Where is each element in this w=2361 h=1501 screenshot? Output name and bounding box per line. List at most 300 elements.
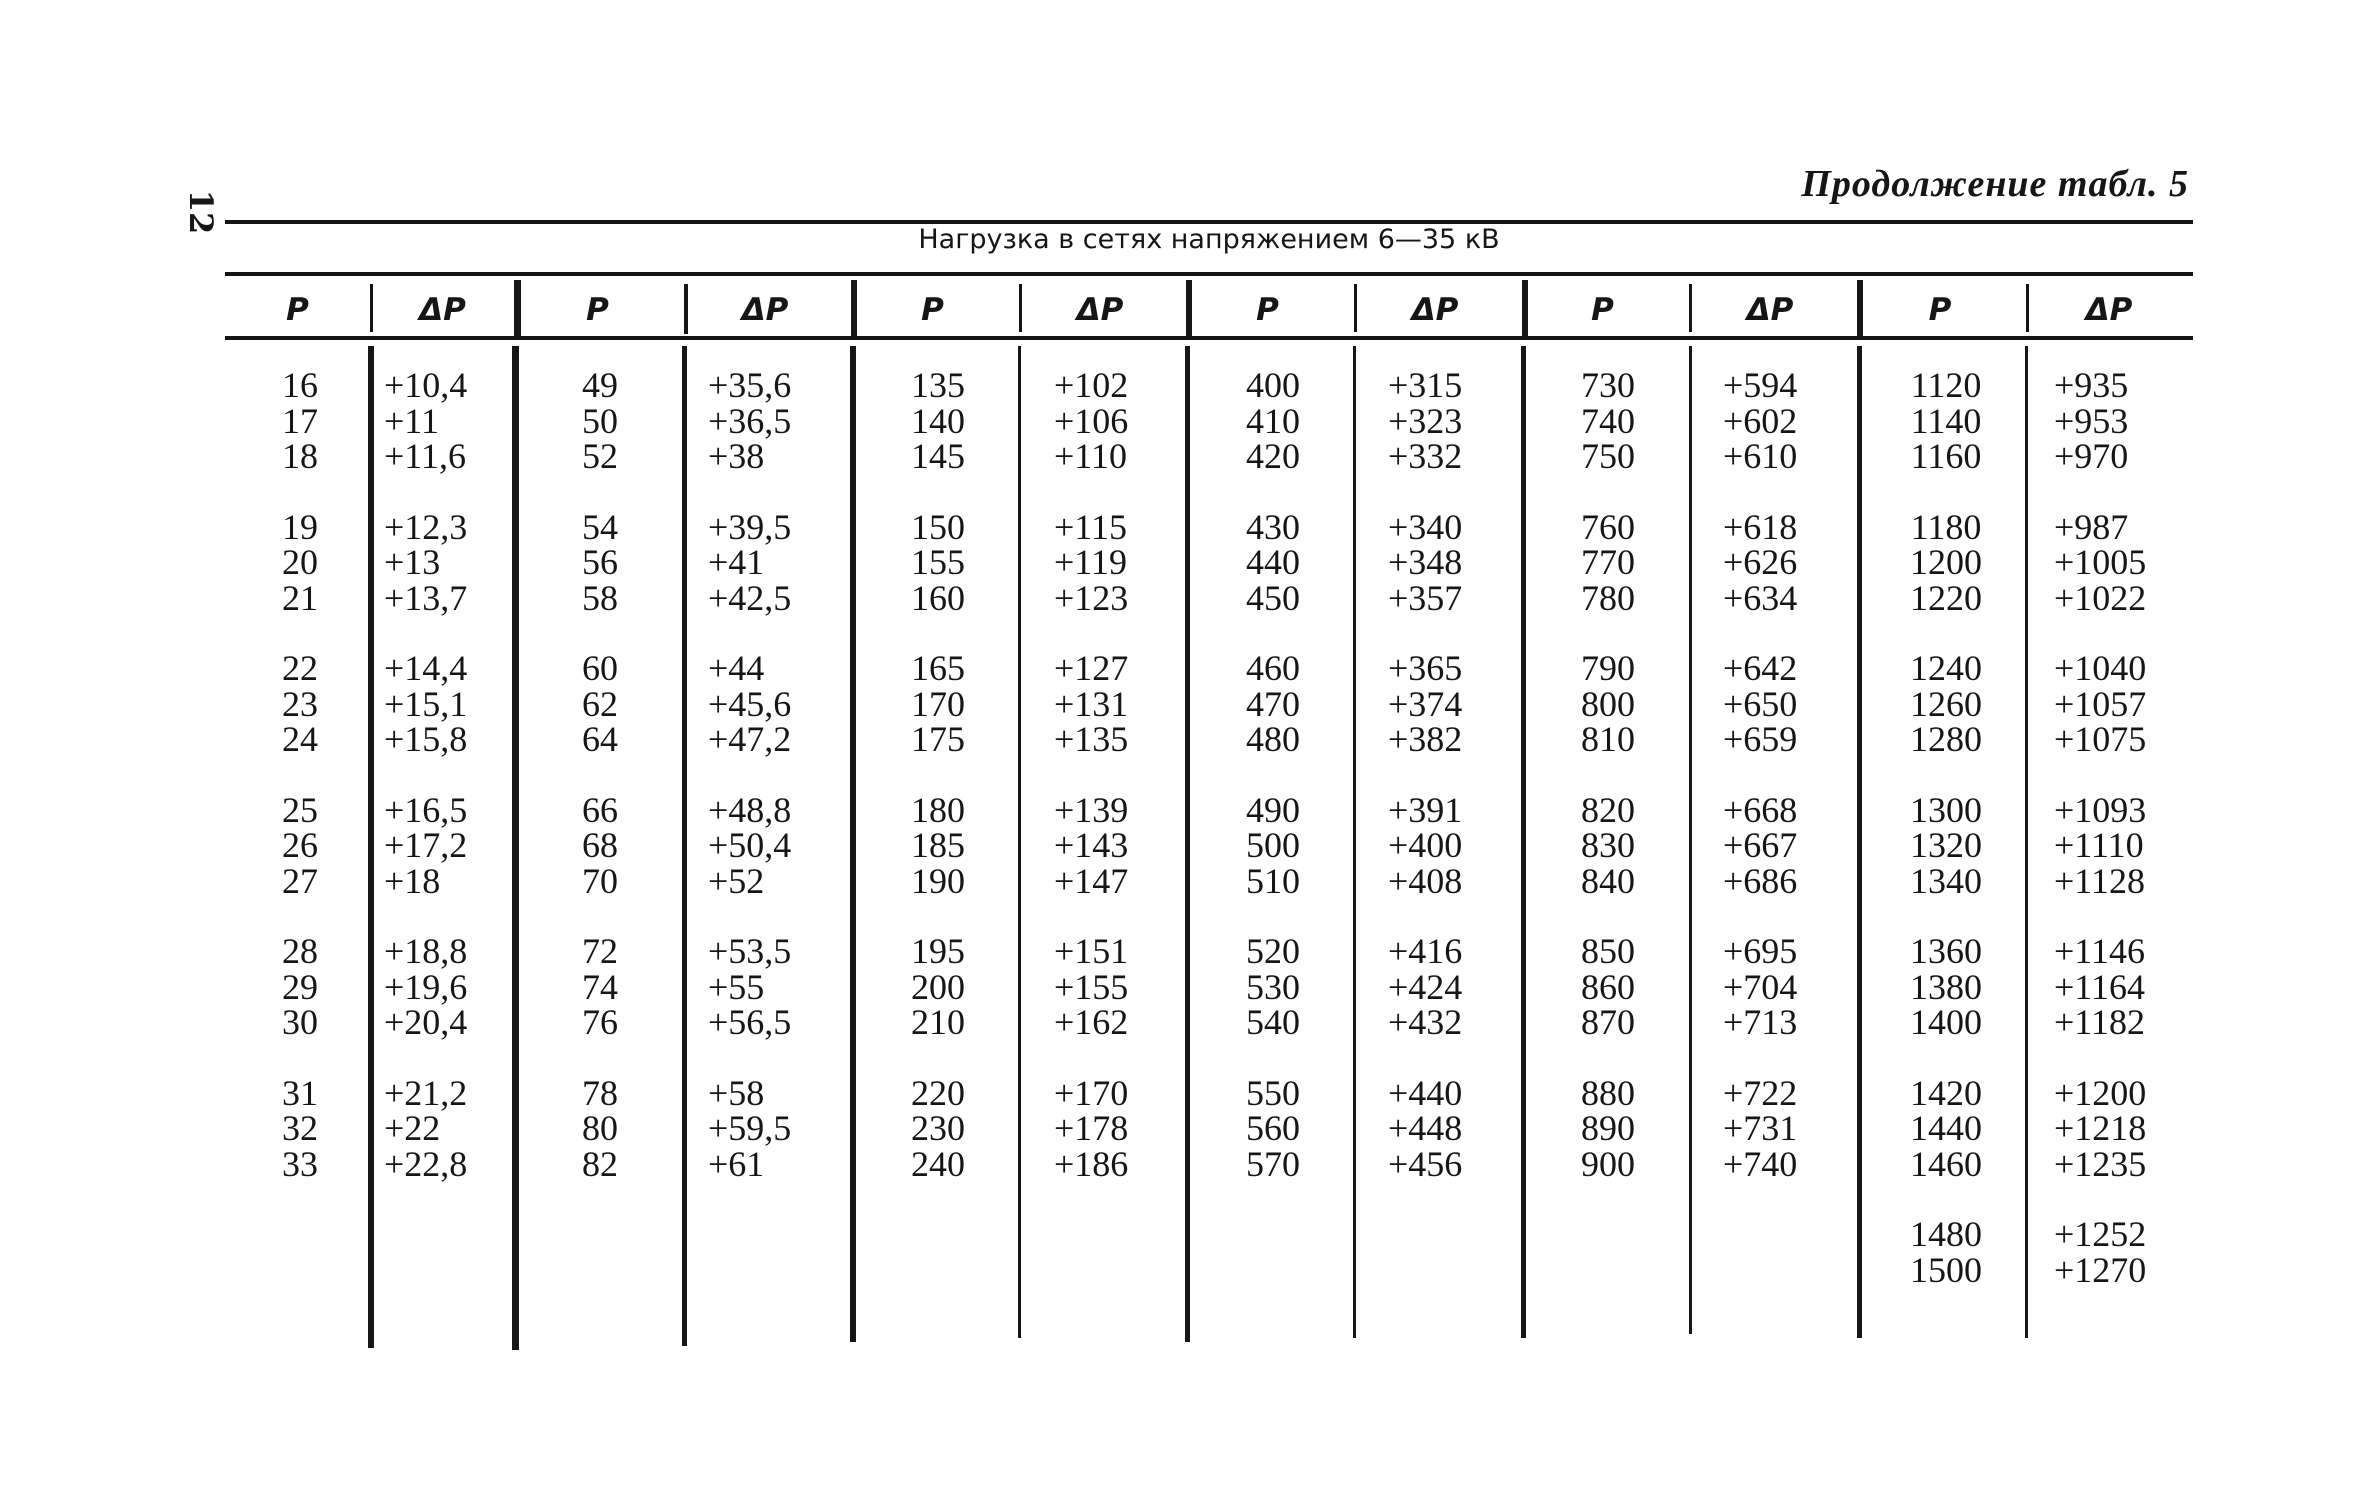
p-cell: 78 (582, 1072, 618, 1113)
p-cell: 800 (1581, 683, 1635, 724)
group-gap (1553, 899, 1663, 934)
p-cell: 850 (1581, 931, 1635, 971)
group-gap (883, 758, 993, 793)
header-p: P (1591, 292, 1614, 328)
divider (1689, 284, 1692, 332)
divider (1522, 280, 1528, 336)
p-cell: 880 (1581, 1072, 1635, 1113)
p-cell: 60 (582, 648, 618, 688)
p-cell: 470 (1246, 683, 1300, 724)
dp-cell: +44 (708, 648, 765, 688)
group-gap (708, 758, 838, 793)
p-cell: 540 (1246, 1002, 1300, 1042)
header-p: P (586, 292, 609, 328)
p-cell: 17 (282, 400, 318, 441)
dp-column (1388, 365, 1508, 1184)
p-cell: 220 (911, 1072, 965, 1113)
divider (512, 346, 519, 1350)
group-gap (384, 475, 504, 510)
p-cell: 830 (1581, 825, 1635, 865)
group-gap (1723, 899, 1843, 934)
dp-cell: +56,5 (708, 1002, 792, 1042)
p-cell: 54 (582, 506, 618, 547)
p-cell: 780 (1581, 577, 1635, 618)
p-cell: 530 (1246, 966, 1300, 1007)
group-gap (1388, 616, 1508, 651)
dp-cell: +382 (1388, 719, 1463, 759)
dp-cell: +127 (1054, 648, 1129, 688)
dp-cell: +686 (1723, 860, 1798, 901)
p-cell: 890 (1581, 1108, 1635, 1148)
dp-cell: +36,5 (708, 400, 792, 441)
dp-cell: +713 (1723, 1002, 1798, 1042)
table-caption: Нагрузка в сетях напряжением 6—35 кВ (918, 224, 1500, 255)
dp-cell: +400 (1388, 825, 1463, 865)
dp-cell: +1146 (2054, 931, 2145, 971)
p-cell: 68 (582, 825, 618, 865)
dp-cell: +357 (1388, 577, 1463, 618)
dp-cell: +22,8 (384, 1143, 468, 1184)
group-gap (1723, 1041, 1843, 1076)
group-gap (250, 475, 350, 510)
p-cell: 520 (1246, 931, 1300, 971)
dp-cell: +374 (1388, 683, 1463, 724)
p-cell: 210 (911, 1002, 965, 1042)
p-cell: 20 (282, 542, 318, 582)
group-gap (708, 899, 838, 934)
p-cell: 155 (911, 542, 965, 582)
divider (1689, 346, 1692, 1334)
group-gap (883, 616, 993, 651)
dp-column (1723, 365, 1843, 1184)
group-gap (550, 1041, 650, 1076)
header-bottom-rule (225, 336, 2193, 340)
dp-cell: +131 (1054, 683, 1129, 724)
p-cell: 74 (582, 966, 618, 1007)
group-gap (384, 758, 504, 793)
dp-cell: +722 (1723, 1072, 1798, 1113)
dp-cell: +987 (2054, 506, 2129, 547)
divider (1857, 346, 1862, 1338)
dp-cell: +1040 (2054, 648, 2147, 688)
group-gap (1054, 1041, 1174, 1076)
dp-column (2054, 365, 2184, 1290)
group-gap (1886, 616, 2006, 651)
dp-cell: +1022 (2054, 577, 2147, 618)
p-cell: 240 (911, 1143, 965, 1184)
dp-cell: +139 (1054, 789, 1129, 830)
p-cell: 185 (911, 825, 965, 865)
dp-cell: +48,8 (708, 789, 792, 830)
group-gap (1553, 758, 1663, 793)
group-gap (2054, 758, 2184, 793)
p-cell: 24 (282, 719, 318, 759)
dp-column (708, 365, 838, 1184)
dp-cell: +22 (384, 1108, 441, 1148)
dp-cell: +332 (1388, 436, 1463, 476)
p-cell: 1200 (1910, 542, 1982, 582)
p-column (883, 365, 993, 1184)
dp-cell: +315 (1388, 365, 1463, 405)
p-cell: 165 (911, 648, 965, 688)
p-cell: 1260 (1910, 683, 1982, 724)
group-gap (1218, 758, 1328, 793)
dp-cell: +1075 (2054, 719, 2147, 759)
dp-cell: +391 (1388, 789, 1463, 830)
divider (1186, 280, 1192, 336)
dp-cell: +58 (708, 1072, 765, 1113)
p-cell: 490 (1246, 789, 1300, 830)
dp-cell: +21,2 (384, 1072, 468, 1113)
dp-cell: +20,4 (384, 1002, 468, 1042)
group-gap (1723, 758, 1843, 793)
p-cell: 62 (582, 683, 618, 724)
p-cell: 70 (582, 860, 618, 901)
p-cell: 870 (1581, 1002, 1635, 1042)
divider (2025, 346, 2028, 1338)
p-cell: 190 (911, 860, 965, 901)
divider (1354, 284, 1357, 332)
p-cell: 810 (1581, 719, 1635, 759)
group-gap (1054, 616, 1174, 651)
p-cell: 750 (1581, 436, 1635, 476)
p-cell: 740 (1581, 400, 1635, 441)
dp-cell: +59,5 (708, 1108, 792, 1148)
dp-cell: +18 (384, 860, 441, 901)
p-cell: 16 (282, 365, 318, 405)
group-gap (2054, 1041, 2184, 1076)
dp-cell: +594 (1723, 365, 1798, 405)
p-cell: 570 (1246, 1143, 1300, 1184)
p-cell: 450 (1246, 577, 1300, 618)
divider (514, 280, 521, 336)
dp-cell: +42,5 (708, 577, 792, 618)
header-dp: ΔP (741, 292, 789, 328)
p-cell: 900 (1581, 1143, 1635, 1184)
dp-cell: +143 (1054, 825, 1129, 865)
dp-cell: +11 (384, 400, 439, 441)
p-cell: 25 (282, 789, 318, 830)
p-cell: 820 (1581, 789, 1635, 830)
header-dp: ΔP (1746, 292, 1794, 328)
p-cell: 50 (582, 400, 618, 441)
p-cell: 140 (911, 400, 965, 441)
p-cell: 33 (282, 1143, 318, 1184)
dp-cell: +55 (708, 966, 765, 1007)
p-cell: 150 (911, 506, 965, 547)
p-cell: 860 (1581, 966, 1635, 1007)
group-gap (2054, 899, 2184, 934)
divider (682, 346, 687, 1346)
divider (1521, 346, 1526, 1338)
p-cell: 66 (582, 789, 618, 830)
p-cell: 1240 (1910, 648, 1982, 688)
p-cell: 1300 (1910, 789, 1982, 830)
dp-cell: +16,5 (384, 789, 468, 830)
dp-cell: +178 (1054, 1108, 1129, 1148)
p-cell: 170 (911, 683, 965, 724)
dp-cell: +41 (708, 542, 765, 582)
dp-cell: +35,6 (708, 365, 792, 405)
p-cell: 1420 (1910, 1072, 1982, 1113)
p-cell: 1160 (1910, 436, 1982, 476)
p-cell: 560 (1246, 1108, 1300, 1148)
p-cell: 22 (282, 648, 318, 688)
p-cell: 1360 (1910, 931, 1982, 971)
group-gap (2054, 1182, 2184, 1217)
group-gap (1886, 899, 2006, 934)
p-cell: 460 (1246, 648, 1300, 688)
dp-cell: +151 (1054, 931, 1129, 971)
dp-cell: +634 (1723, 577, 1798, 618)
dp-cell: +53,5 (708, 931, 792, 971)
p-cell: 1280 (1910, 719, 1982, 759)
header-p: P (286, 292, 309, 328)
dp-cell: +38 (708, 436, 765, 476)
group-gap (1723, 475, 1843, 510)
p-cell: 76 (582, 1002, 618, 1042)
group-gap (883, 475, 993, 510)
dp-column (384, 365, 504, 1184)
dp-cell: +10,4 (384, 365, 468, 405)
p-cell: 1340 (1910, 860, 1982, 901)
dp-cell: +970 (2054, 436, 2129, 476)
p-cell: 1480 (1910, 1214, 1982, 1254)
dp-cell: +1235 (2054, 1143, 2147, 1184)
p-cell: 29 (282, 966, 318, 1007)
p-cell: 56 (582, 542, 618, 582)
dp-cell: +731 (1723, 1108, 1798, 1148)
group-gap (550, 758, 650, 793)
dp-cell: +102 (1054, 365, 1129, 405)
divider (850, 346, 856, 1342)
p-cell: 550 (1246, 1072, 1300, 1113)
p-cell: 195 (911, 931, 965, 971)
group-gap (883, 1041, 993, 1076)
dp-cell: +18,8 (384, 931, 468, 971)
header-p: P (921, 292, 944, 328)
group-gap (883, 899, 993, 934)
dp-cell: +186 (1054, 1143, 1129, 1184)
dp-cell: +47,2 (708, 719, 792, 759)
p-cell: 1320 (1910, 825, 1982, 865)
dp-cell: +408 (1388, 860, 1463, 901)
p-cell: 82 (582, 1143, 618, 1184)
p-cell: 32 (282, 1108, 318, 1148)
dp-cell: +119 (1054, 542, 1127, 582)
divider (1185, 346, 1190, 1342)
group-gap (1054, 475, 1174, 510)
dp-cell: +12,3 (384, 506, 468, 547)
header-p: P (1256, 292, 1279, 328)
group-gap (384, 899, 504, 934)
group-gap (250, 899, 350, 934)
p-cell: 1460 (1910, 1143, 1982, 1184)
p-cell: 1180 (1910, 506, 1982, 547)
p-cell: 160 (911, 577, 965, 618)
dp-cell: +1252 (2054, 1214, 2147, 1254)
group-gap (1218, 899, 1328, 934)
dp-cell: +365 (1388, 648, 1463, 688)
group-gap (1388, 758, 1508, 793)
dp-cell: +1182 (2054, 1002, 2145, 1042)
dp-cell: +15,8 (384, 719, 468, 759)
dp-cell: +19,6 (384, 966, 468, 1007)
dp-cell: +1110 (2054, 825, 2144, 865)
divider (1857, 280, 1863, 336)
dp-cell: +602 (1723, 400, 1798, 441)
group-gap (708, 475, 838, 510)
p-cell: 49 (582, 365, 618, 405)
dp-cell: +704 (1723, 966, 1798, 1007)
dp-cell: +147 (1054, 860, 1129, 901)
continuation-title: Продолжение табл. 5 (1801, 163, 2189, 205)
dp-cell: +695 (1723, 931, 1798, 971)
dp-cell: +135 (1054, 719, 1129, 759)
dp-cell: +106 (1054, 400, 1129, 441)
dp-cell: +11,6 (384, 436, 466, 476)
dp-cell: +17,2 (384, 825, 468, 865)
p-cell: 23 (282, 683, 318, 724)
group-gap (708, 616, 838, 651)
p-cell: 430 (1246, 506, 1300, 547)
p-cell: 80 (582, 1108, 618, 1148)
p-cell: 31 (282, 1072, 318, 1113)
dp-cell: +1005 (2054, 542, 2147, 582)
dp-cell: +416 (1388, 931, 1463, 971)
dp-cell: +13,7 (384, 577, 468, 618)
p-cell: 30 (282, 1002, 318, 1042)
p-cell: 440 (1246, 542, 1300, 582)
p-cell: 1380 (1910, 966, 1982, 1007)
divider (851, 280, 857, 336)
dp-cell: +953 (2054, 400, 2129, 441)
dp-cell: +935 (2054, 365, 2129, 405)
dp-cell: +15,1 (384, 683, 468, 724)
p-cell: 500 (1246, 825, 1300, 865)
group-gap (1218, 475, 1328, 510)
dp-cell: +456 (1388, 1143, 1463, 1184)
dp-cell: +123 (1054, 577, 1129, 618)
dp-cell: +1270 (2054, 1249, 2147, 1290)
p-cell: 1400 (1910, 1002, 1982, 1042)
dp-cell: +115 (1054, 506, 1127, 547)
dp-cell: +440 (1388, 1072, 1463, 1113)
group-gap (250, 616, 350, 651)
dp-cell: +650 (1723, 683, 1798, 724)
group-gap (1886, 758, 2006, 793)
group-gap (1054, 758, 1174, 793)
group-gap (1723, 616, 1843, 651)
dp-cell: +155 (1054, 966, 1129, 1007)
p-cell: 72 (582, 931, 618, 971)
p-cell: 135 (911, 365, 965, 405)
p-cell: 790 (1581, 648, 1635, 688)
group-gap (550, 899, 650, 934)
p-cell: 730 (1581, 365, 1635, 405)
group-gap (250, 1041, 350, 1076)
dp-cell: +61 (708, 1143, 765, 1184)
p-cell: 400 (1246, 365, 1300, 405)
dp-cell: +340 (1388, 506, 1463, 547)
p-cell: 28 (282, 931, 318, 971)
dp-cell: +110 (1054, 436, 1127, 476)
dp-cell: +170 (1054, 1072, 1129, 1113)
divider (1353, 346, 1356, 1338)
dp-cell: +162 (1054, 1002, 1129, 1042)
dp-cell: +50,4 (708, 825, 792, 865)
p-column (1553, 365, 1663, 1184)
group-gap (1553, 475, 1663, 510)
dp-cell: +14,4 (384, 648, 468, 688)
dp-cell: +659 (1723, 719, 1798, 759)
group-gap (1886, 1041, 2006, 1076)
group-gap (1054, 899, 1174, 934)
dp-cell: +348 (1388, 542, 1463, 582)
divider (370, 284, 373, 332)
dp-cell: +13 (384, 542, 441, 582)
p-cell: 1140 (1910, 400, 1982, 441)
p-cell: 840 (1581, 860, 1635, 901)
dp-cell: +1164 (2054, 966, 2145, 1007)
group-gap (1553, 616, 1663, 651)
group-gap (550, 475, 650, 510)
dp-cell: +323 (1388, 400, 1463, 441)
p-cell: 145 (911, 436, 965, 476)
p-cell: 1500 (1910, 1249, 1982, 1290)
dp-cell: +432 (1388, 1002, 1463, 1042)
dp-cell: +1093 (2054, 789, 2147, 830)
page-number: 12 (182, 189, 220, 235)
group-gap (1218, 1041, 1328, 1076)
group-gap (2054, 475, 2184, 510)
p-cell: 180 (911, 789, 965, 830)
p-column (1886, 365, 2006, 1290)
dp-cell: +1057 (2054, 683, 2147, 724)
p-cell: 230 (911, 1108, 965, 1148)
group-gap (384, 616, 504, 651)
header-top-rule (225, 272, 2193, 276)
dp-cell: +39,5 (708, 506, 792, 547)
group-gap (550, 616, 650, 651)
p-cell: 52 (582, 436, 618, 476)
p-cell: 200 (911, 966, 965, 1007)
group-gap (1553, 1041, 1663, 1076)
p-cell: 1120 (1910, 365, 1982, 405)
p-cell: 760 (1581, 506, 1635, 547)
dp-cell: +1218 (2054, 1108, 2147, 1148)
dp-cell: +448 (1388, 1108, 1463, 1148)
p-cell: 510 (1246, 860, 1300, 901)
header-p: P (1928, 292, 1952, 328)
dp-column (1054, 365, 1174, 1184)
divider (1018, 346, 1021, 1338)
group-gap (708, 1041, 838, 1076)
p-cell: 26 (282, 825, 318, 865)
p-cell: 175 (911, 719, 965, 759)
p-cell: 480 (1246, 719, 1300, 759)
p-column (550, 365, 650, 1184)
divider (368, 346, 374, 1348)
group-gap (2054, 616, 2184, 651)
p-cell: 27 (282, 860, 318, 901)
group-gap (1388, 899, 1508, 934)
dp-cell: +45,6 (708, 683, 792, 724)
p-cell: 18 (282, 436, 318, 476)
dp-cell: +610 (1723, 436, 1798, 476)
dp-cell: +52 (708, 860, 765, 901)
p-column (250, 365, 350, 1184)
